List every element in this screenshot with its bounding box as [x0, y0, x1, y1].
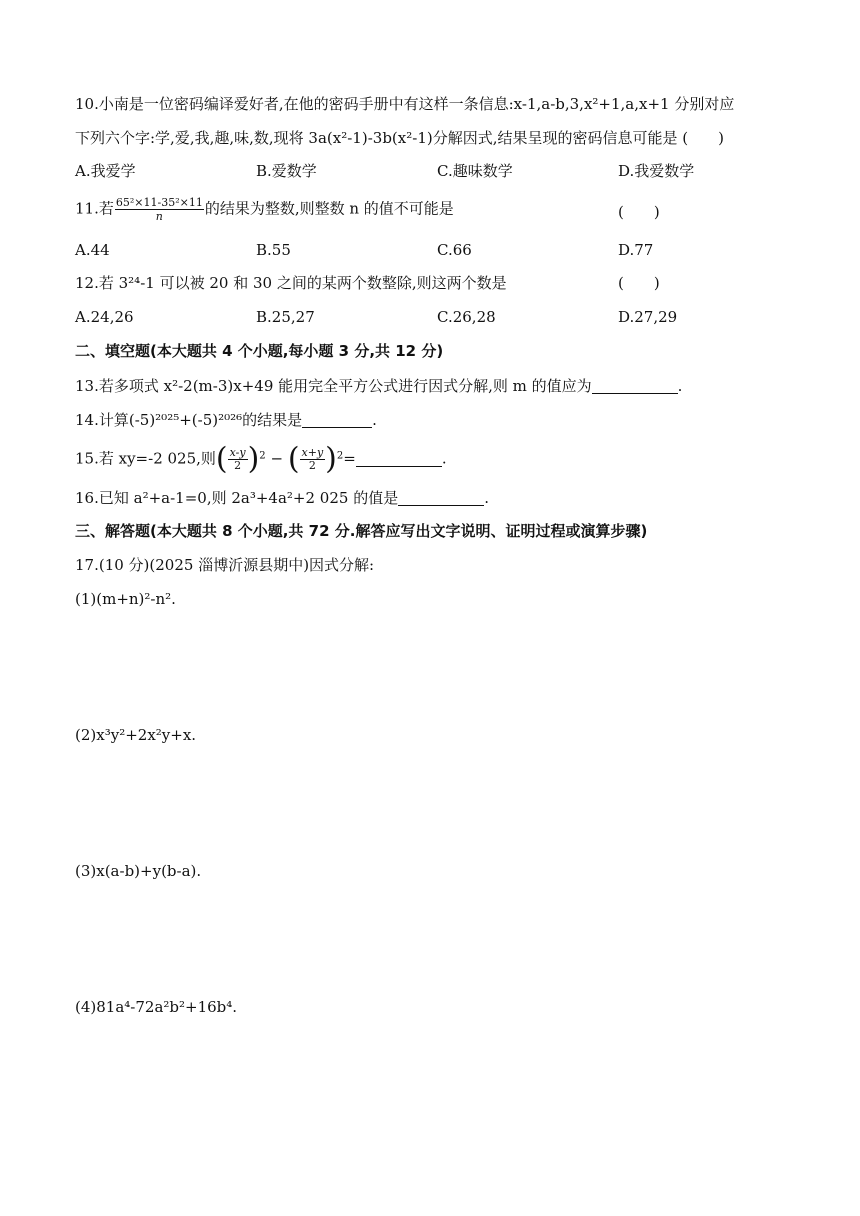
q14-line	[75, 409, 377, 431]
q16-text: 16.已知 a²+a-1=0,则 2a³+4a²+2 025 的值是	[75, 489, 399, 507]
section2-heading: 二、填空题(本大题共 4 个小题,每小题 3 分,共 12 分)	[75, 342, 444, 360]
q15-fraction-2	[300, 447, 326, 472]
q10-option-c: C.趣味数学	[437, 162, 513, 180]
q17-part-2: (2)x³y²+2x²y+x.	[75, 726, 197, 744]
q15-answer-blank[interactable]	[356, 452, 442, 467]
q13-answer-blank[interactable]	[592, 379, 678, 394]
q10-option-d: D.我爱数学	[618, 162, 695, 180]
q10-line2-text: 下列六个字:学,爱,我,趣,味,数,现将 3a(x²-1)-3b(x²-1)分解因式,结果呈现的密码信息可能是 ( )	[75, 129, 724, 147]
q15-exponent-2: 2	[336, 450, 344, 462]
q11-option-a: A.44	[75, 241, 110, 259]
q11-prefix: 11.若	[75, 199, 114, 218]
q17-part-3: (3)x(a-b)+y(b-a).	[75, 862, 202, 880]
q12-stem: 12.若 3²⁴-1 可以被 20 和 30 之间的某两个数整除,则这两个数是	[75, 274, 507, 292]
q15-prefix: 15.若 xy=-2 025,则	[75, 449, 216, 468]
q15-period: .	[441, 449, 447, 468]
q11-answer-paren: ( )	[618, 203, 660, 221]
q15-right-paren-1: )	[247, 441, 260, 477]
q14-answer-blank[interactable]	[302, 413, 372, 428]
q11-fraction-denominator: n	[155, 210, 163, 223]
q11-option-c: C.66	[437, 241, 472, 259]
q10-line1-text: 10.小南是一位密码编译爱好者,在他的密码手册中有这样一条信息:x-1,a-b,3,x²+1,a,x+1 分别对应	[75, 95, 735, 113]
q11-option-b: B.55	[256, 241, 291, 259]
q16-period: .	[484, 489, 489, 507]
q13-line	[75, 375, 682, 397]
q11-suffix: 的结果为整数,则整数 n 的值不可能是	[204, 199, 454, 218]
q10-line2	[75, 127, 724, 149]
q12-option-b: B.25,27	[256, 308, 315, 326]
q15-right-paren-2: )	[325, 441, 337, 477]
q13-text: 13.若多项式 x²-2(m-3)x+49 能用完全平方公式进行因式分解,则 m 的值应为	[75, 377, 592, 395]
q16-answer-blank[interactable]	[398, 491, 484, 506]
q15-exponent-1: 2	[259, 450, 266, 462]
q13-period: .	[677, 377, 683, 395]
q12-option-c: C.26,28	[437, 308, 496, 326]
q17-title: 17.(10 分)(2025 淄博沂源县期中)因式分解:	[75, 556, 375, 574]
q15-left-paren-2: (	[287, 441, 300, 477]
q14-period: .	[372, 411, 377, 429]
section3-heading: 三、解答题(本大题共 8 个小题,共 72 分.解答应写出文字说明、证明过程或演算步骤)	[75, 522, 648, 540]
q17-part-4: (4)81a⁴-72a²b²+16b⁴.	[75, 998, 238, 1016]
q10-option-a: A.我爱学	[75, 162, 136, 180]
q15-fraction-1-numerator: x-y	[229, 446, 246, 459]
q11-fraction-numerator: 65²×11-35²×11	[115, 196, 203, 209]
q10-line1	[75, 93, 734, 115]
q15-minus: −	[270, 449, 284, 468]
q12-answer-paren: ( )	[618, 274, 660, 292]
q14-text: 14.计算(-5)²⁰²⁵+(-5)²⁰²⁶的结果是	[75, 411, 303, 429]
q17-part-1: (1)(m+n)²-n².	[75, 590, 176, 608]
q16-line	[75, 487, 489, 509]
q15-fraction-1	[228, 447, 248, 472]
q11-stem	[75, 196, 454, 223]
q10-option-b: B.爱数学	[256, 162, 317, 180]
q11-option-d: D.77	[618, 241, 654, 259]
q15-fraction-2-numerator: x+y	[301, 446, 324, 459]
q15-left-paren-1: (	[215, 441, 228, 477]
q15-fraction-2-denominator: 2	[308, 459, 316, 472]
q12-option-d: D.27,29	[618, 308, 678, 326]
q12-option-a: A.24,26	[75, 308, 134, 326]
q11-fraction	[115, 196, 204, 223]
q15-line	[75, 441, 447, 477]
q15-equals: =	[343, 449, 356, 468]
q15-fraction-1-denominator: 2	[234, 459, 242, 472]
